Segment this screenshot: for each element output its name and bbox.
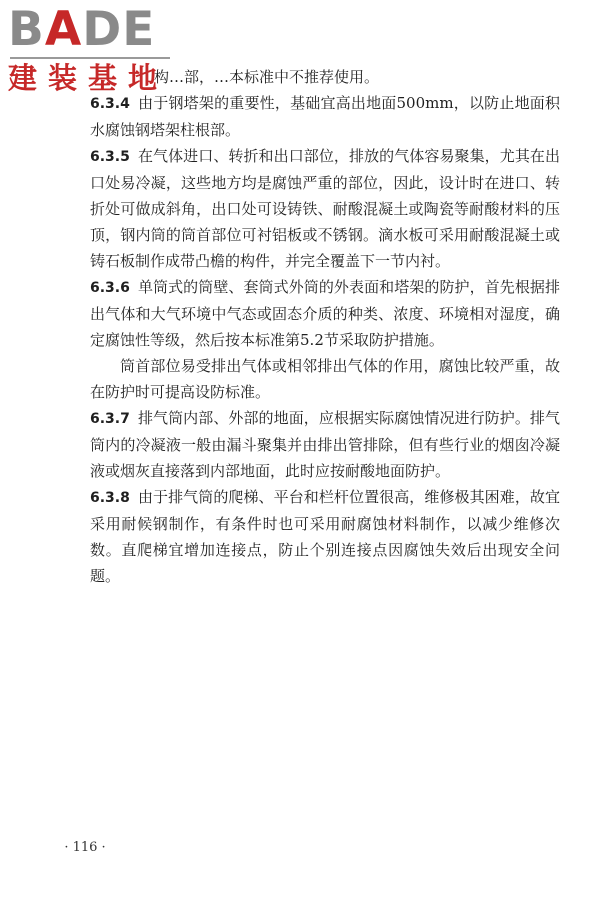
clause-number: 6.3.6	[90, 280, 130, 296]
clause-number: 6.3.7	[90, 411, 130, 427]
watermark-subtitle: 建装基地	[8, 61, 169, 95]
clause-number: 6.3.4	[90, 96, 130, 112]
clause-6-3-8	[90, 484, 560, 589]
watermark-brand-prefix: B	[8, 2, 45, 57]
clause-text: 单筒式的筒壁、套筒式外筒的外表面和塔架的防护，首先根据排出气体和大气环境中气态或固态介质的种类、浓度、环境相对湿度，确定腐蚀性等级，然后按本标准第5.2节采取防护措施。	[90, 278, 560, 349]
clause-number: 6.3.8	[90, 490, 130, 506]
watermark-divider	[10, 57, 170, 59]
page-number: · 116 ·	[64, 840, 106, 855]
continued-text: 构…部，…本标准中不推荐使用。	[154, 68, 380, 86]
watermark-brand-suffix: DE	[82, 2, 156, 57]
clause-6-3-6-extra-paragraph: 筒首部位易受排出气体或相邻排出气体的作用，腐蚀比较严重，故在防护时可提高设防标准。	[90, 357, 560, 401]
clause-text: 排气筒内部、外部的地面，应根据实际腐蚀情况进行防护。排气筒内的冷凝液一般由漏斗聚集并由排出管排除，但有些行业的烟囱冷凝液或烟灰直接落到内部地面，此时应按耐酸地面防护。	[90, 409, 560, 480]
clause-number: 6.3.5	[90, 149, 130, 165]
clause-text: 由于钢塔架的重要性，基础宜高出地面500mm，以防止地面积水腐蚀钢塔架柱根部。	[90, 94, 560, 139]
clause-6-3-7	[90, 405, 560, 484]
clause-text: 在气体进口、转折和出口部位，排放的气体容易聚集，尤其在出口处易冷凝，这些地方均是腐蚀严重的部位，因此，设计时在进口、转折处可做成斜角，出口处可设铸铁、耐酸混凝土或陶瓷等耐酸材料的压顶，钢内筒的筒首部位可衬铝板或不锈钢。滴水板可采用耐酸混凝土或铸石板制作成带凸檐的构件，并完全覆盖下一节内衬。	[90, 147, 560, 270]
clause-6-3-5	[90, 143, 560, 274]
document-body	[90, 64, 560, 589]
watermark-brand-accent: A	[44, 2, 83, 57]
clause-text: 由于排气筒的爬梯、平台和栏杆位置很高，维修极其困难，故宜采用耐候钢制作，有条件时也可采用耐腐蚀材料制作，以减少维修次数。直爬梯宜增加连接点，防止个别连接点因腐蚀失效后出现安全问题。	[90, 488, 560, 585]
clause-6-3-4	[90, 90, 560, 143]
clause-6-3-6	[90, 274, 560, 353]
watermark-brand	[8, 4, 155, 56]
